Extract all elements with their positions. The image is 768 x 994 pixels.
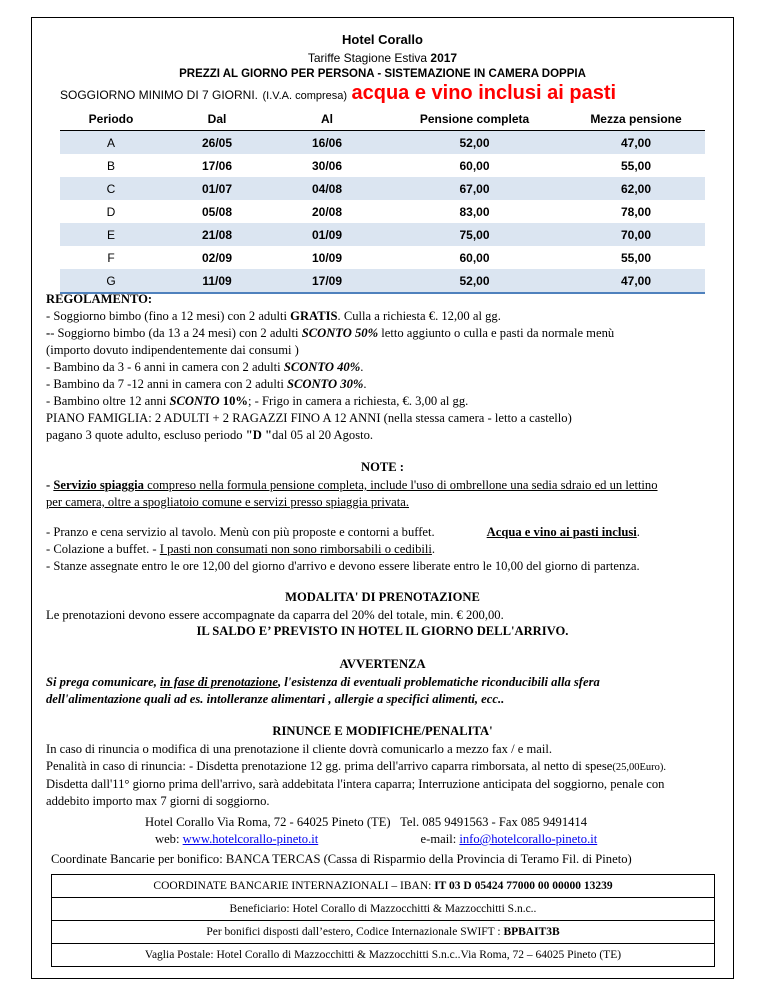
swift-value: BPBAIT3B	[503, 926, 560, 938]
cell: 17/06	[201, 158, 233, 173]
stay-line	[60, 82, 616, 105]
wine-included: acqua e vino inclusi ai pasti	[351, 82, 617, 104]
cell: 26/05	[201, 135, 233, 150]
stay-min: SOGGIORNO MINIMO DI 7 GIORNI.	[60, 88, 259, 102]
cell: 75,00	[459, 227, 490, 242]
rinunce-title: RINUNCE E MODIFICHE/PENALITA'	[272, 724, 493, 738]
note-line: - Colazione a buffet. - I pasti non consumati non sono rimborsabili o cedibili.	[46, 542, 436, 556]
col-periodo: Periodo	[88, 112, 134, 126]
col-dal: Dal	[207, 112, 227, 126]
rinunce-line: Disdetta dall'11° giorno prima dell'arrivo, sarà addebitata l'intera caparra; Interruzione anticipata del soggiorno, penale con	[46, 777, 665, 791]
col-al: Al	[321, 112, 333, 126]
cell: 05/08	[201, 204, 233, 219]
cell: 47,00	[620, 273, 652, 288]
note-section	[46, 477, 658, 511]
cell: 21/08	[201, 227, 233, 242]
note-section-2	[46, 524, 640, 575]
col-pensione-completa: Pensione completa	[419, 112, 530, 126]
cell: A	[106, 135, 115, 150]
vat-note: (I.V.A. compresa)	[262, 90, 348, 102]
cell: 20/08	[311, 204, 343, 219]
avvertenza-line: Si prega comunicare, in fase di prenotazione, l'esistenza di eventuali problematiche riconducibili alla sfera	[46, 675, 600, 689]
table-row	[60, 246, 705, 269]
rule-line: - Soggiorno bimbo (fino a 12 mesi) con 2 adulti GRATIS. Culla a richiesta €. 12,00 al gg.	[46, 309, 501, 323]
iban-label: COORDINATE BANCARIE INTERNAZIONALI – IBAN:	[153, 880, 435, 892]
cell: 70,00	[620, 227, 652, 242]
prenotazione-title: MODALITA' DI PRENOTAZIONE	[285, 590, 480, 604]
postal: Vaglia Postale: Hotel Corallo di Mazzocchitti & Mazzocchitti S.n.c..Via Roma, 72 – 64025 Pineto (TE)	[52, 944, 715, 967]
season-label: Tariffe Stagione Estiva	[307, 51, 428, 65]
rule-line: PIANO FAMIGLIA: 2 ADULTI + 2 RAGAZZI FINO A 12 ANNI (nella stessa camera - letto a castello)	[46, 411, 572, 425]
col-mezza-pensione: Mezza pensione	[590, 112, 682, 126]
price-list-page	[31, 17, 734, 979]
cell: F	[107, 250, 115, 265]
cell: 10/09	[311, 250, 343, 265]
table-row	[60, 131, 705, 155]
rule-line: - Bambino da 7 -12 anni in camera con 2 adulti SCONTO 30%.	[46, 377, 367, 391]
web-link[interactable]: www.hotelcorallo-pineto.it	[182, 832, 319, 846]
email-label: e-mail:	[420, 832, 460, 846]
cell: 55,00	[620, 250, 652, 265]
cell: G	[106, 273, 116, 288]
cell: 55,00	[620, 158, 652, 173]
rule-line: - Bambino oltre 12 anni SCONTO 10%; - Frigo in camera a richiesta, €. 3,00 al gg.	[46, 394, 469, 408]
cell: 11/09	[202, 273, 232, 288]
rule-line: -- Soggiorno bimbo (da 13 a 24 mesi) con 2 adulti SCONTO 50% letto aggiunto o culla e pasti da normale menù	[46, 326, 615, 340]
cell: 67,00	[459, 181, 490, 196]
bank-row	[52, 944, 715, 967]
cell: B	[106, 158, 115, 173]
table-row	[60, 223, 705, 246]
bank-row	[52, 875, 715, 898]
cell: 16/06	[311, 135, 343, 150]
table-row	[60, 177, 705, 200]
contact-block	[145, 814, 597, 848]
swift-label: Per bonifici disposti dall’estero, Codice Internazionale SWIFT :	[206, 926, 504, 938]
rinunce-line: In caso di rinuncia o modifica di una prenotazione il cliente dovrà comunicarlo a mezzo fax / e mail.	[46, 742, 553, 756]
regolamento-section	[46, 291, 614, 444]
rinunce-section	[46, 741, 666, 810]
note-line: - Stanze assegnate entro le ore 12,00 del giorno d'arrivo e devono essere liberate entro le 10,00 del giorno di partenza.	[46, 559, 640, 573]
cell: 01/07	[201, 181, 233, 196]
cell: D	[106, 204, 116, 219]
cell: 78,00	[620, 204, 652, 219]
email-link[interactable]: info@hotelcorallo-pineto.it	[459, 832, 598, 846]
bank-row	[52, 921, 715, 944]
cell: 04/08	[311, 181, 343, 196]
bank-table	[51, 874, 715, 967]
rule-line: (importo dovuto indipendentemente dai consumi )	[46, 343, 299, 357]
note-line: - Servizio spiaggia compreso nella formula pensione completa, include l'uso di ombrellone una sedia sdraio ed un lettino	[46, 478, 658, 492]
note-line: - Pranzo e cena servizio al tavolo. Menù con più proposte e contorni a buffet. Acqua e vino ai pasti inclusi.	[46, 525, 640, 539]
cell: C	[106, 181, 116, 196]
prenotazione-text: Le prenotazioni devono essere accompagnate da caparra del 20% del totale, min. € 200,00.	[46, 608, 504, 622]
prices-heading: PREZZI AL GIORNO PER PERSONA - SISTEMAZIONE IN CAMERA DOPPIA	[179, 68, 586, 80]
cell: 60,00	[459, 158, 490, 173]
avvertenza-line: dell'alimentazione quali ad es. intolleranze alimentari , allergie a specifici alimenti, ecc..	[46, 692, 505, 706]
cell: 30/06	[311, 158, 343, 173]
bank-row	[52, 898, 715, 921]
season-year: 2017	[430, 51, 458, 65]
contact-phone: Tel. 085 9491563 - Fax 085 9491414	[400, 815, 588, 829]
rates-header-row	[60, 108, 705, 131]
avvertenza-section	[46, 674, 600, 708]
cell: 60,00	[459, 250, 490, 265]
cell: 52,00	[459, 135, 490, 150]
cell: 52,00	[459, 273, 490, 288]
rinunce-line: addebito importo max 7 giorni di soggiorno.	[46, 794, 270, 808]
rule-line: - Bambino da 3 - 6 anni in camera con 2 adulti SCONTO 40%.	[46, 360, 364, 374]
rates-table	[60, 108, 705, 294]
cell: E	[106, 227, 115, 242]
hotel-title: Hotel Corallo	[342, 32, 423, 47]
avvertenza-title: AVVERTENZA	[339, 657, 426, 671]
bank-intro: Coordinate Bancarie per bonifico: BANCA TERCAS (Cassa di Risparmio della Provincia di Teramo Fil. di Pineto)	[51, 852, 632, 866]
note-title: NOTE :	[360, 460, 405, 474]
rule-line: pagano 3 quote adulto, escluso periodo "D "dal 05 al 20 Agosto.	[46, 428, 374, 442]
rinunce-line: Penalità in caso di rinuncia: - Disdetta prenotazione 12 gg. prima dell'arrivo caparra rimborsata, al netto di spese(25,00Euro).	[46, 759, 666, 773]
note-line: per camera, oltre a spogliatoio comune e servizi presso spiaggia privata.	[46, 495, 409, 509]
cell: 02/09	[201, 250, 233, 265]
cell: 83,00	[459, 204, 490, 219]
web-label: web:	[155, 832, 183, 846]
cell: 17/09	[311, 273, 343, 288]
saldo-text: IL SALDO E’ PREVISTO IN HOTEL IL GIORNO DELL'ARRIVO.	[196, 624, 569, 638]
cell: 01/09	[311, 227, 343, 242]
table-row	[60, 200, 705, 223]
iban-value: IT 03 D 05424 77000 00 00000 13239	[434, 880, 613, 892]
table-row	[60, 269, 705, 293]
table-row	[60, 154, 705, 177]
contact-address: Hotel Corallo Via Roma, 72 - 64025 Pineto (TE)	[145, 815, 391, 829]
season-line	[32, 51, 733, 65]
cell: 62,00	[620, 181, 652, 196]
cell: 47,00	[620, 135, 652, 150]
beneficiary: Beneficiario: Hotel Corallo di Mazzocchitti & Mazzocchitti S.n.c..	[52, 898, 715, 921]
regolamento-title: REGOLAMENTO:	[46, 292, 153, 306]
